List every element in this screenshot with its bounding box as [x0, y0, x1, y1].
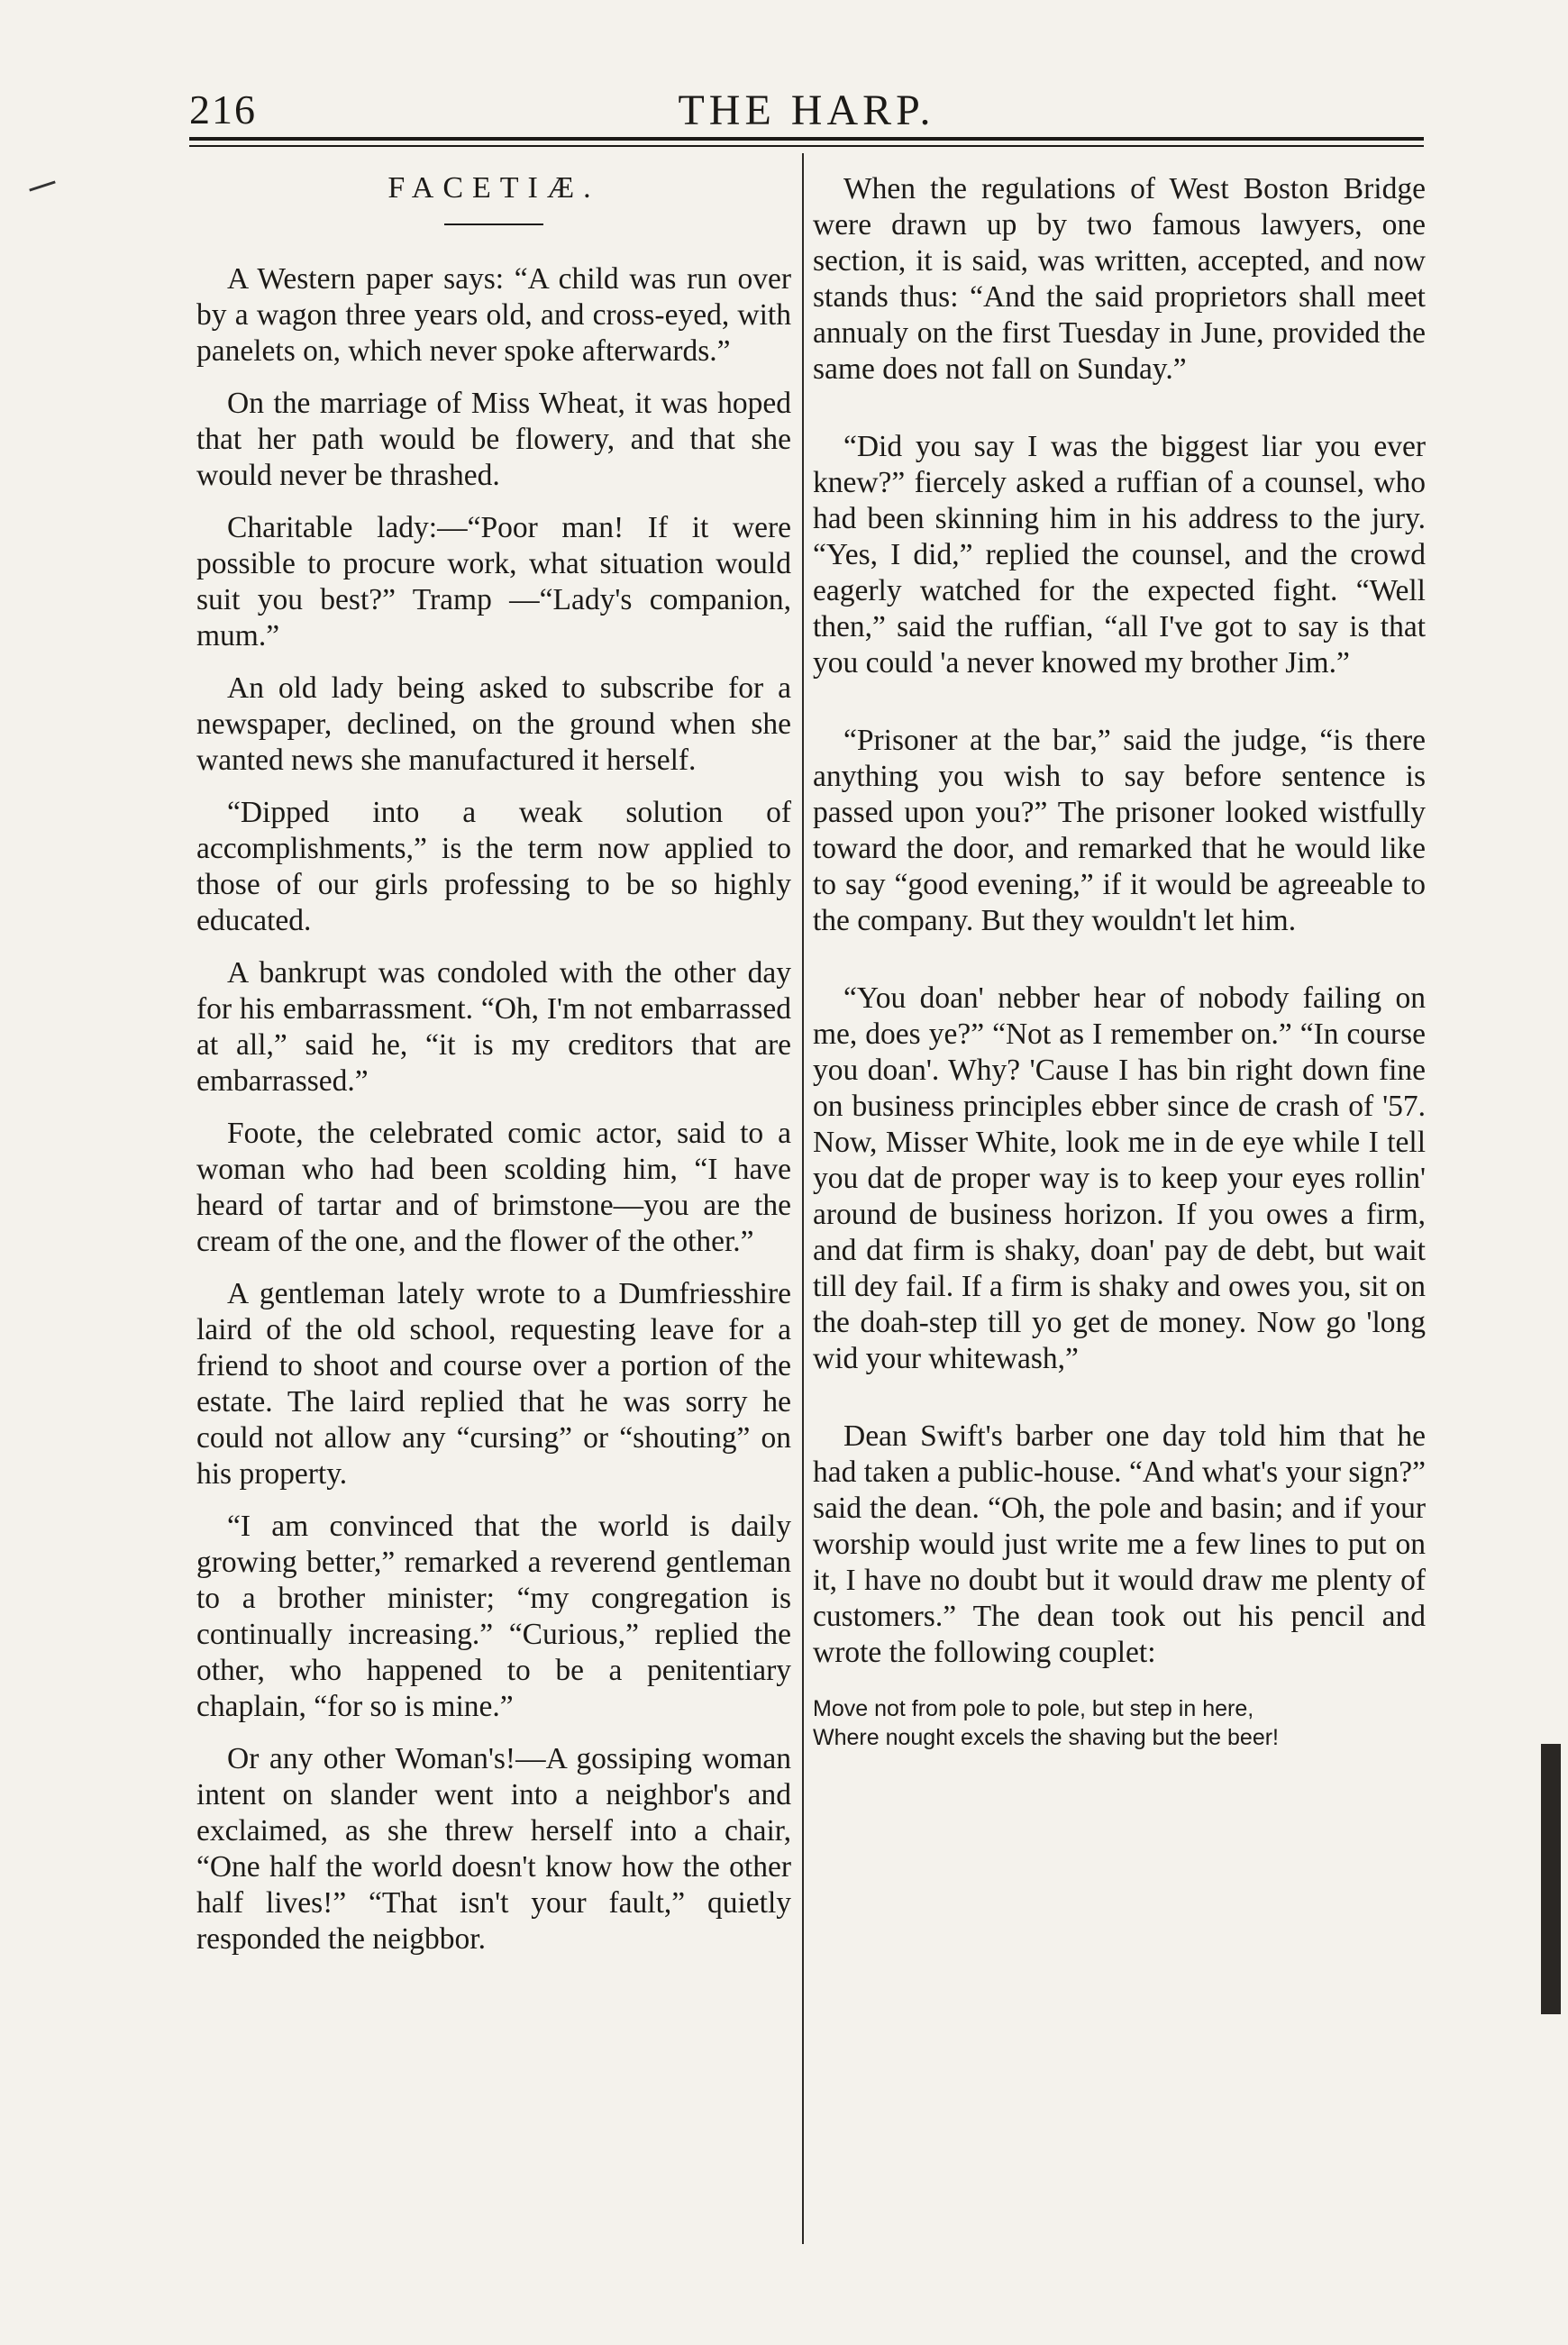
paragraph-bankrupt: A bankrupt was condoled with the other day for his embarrassment. “Oh, I'm not embarrassed at all,” said he, “it is my creditors that are embarrassed.”	[196, 956, 791, 1098]
header-rule-thin	[189, 145, 1424, 147]
couplet-line: Move not from pole to pole, but step in here,	[813, 1696, 1254, 1721]
right-column	[813, 171, 1426, 1752]
couplet-line: Where nought excels the shaving but the beer!	[813, 1725, 1279, 1750]
paragraph-prisoner: “Prisoner at the bar,” said the judge, “is there anything you wish to say before sentence is passed upon you?” The prisoner looked wistfully toward the door, and remarked that he would like to say “good evening,” if it would be agreeable to the company. But they wouldn't let him.	[813, 724, 1426, 937]
paragraph-foote: Foote, the celebrated comic actor, said to a woman who had been scolding him, “I have heard of tartar and of brimstone—you are the cream of the one, and the flower of the other.”	[196, 1117, 791, 1258]
left-column	[196, 171, 791, 1974]
section-heading: FACETIÆ.	[387, 171, 600, 205]
heading-rule	[444, 224, 543, 225]
paragraph-gossiping-woman: Or any other Woman's!—A gossiping woman intent on slander went into a neighbor's and exclaimed, as she threw herself into a chair, “One half the world doesn't know how the other half lives!” “That isn't your fault,” quietly responded the neigbbor.	[196, 1742, 791, 1956]
paragraph-miss-wheat: On the marriage of Miss Wheat, it was hoped that her path would be flowery, and that she would never be thrashed.	[196, 387, 791, 492]
running-title: THE HARP.	[678, 87, 935, 134]
paragraph-boston-bridge: When the regulations of West Boston Bridge were drawn up by two famous lawyers, one section, it is said, was written, accepted, and now stands thus: “And the said proprietors shall meet annualy on the first Tuesday in June, provided the same does not fall on Sunday.”	[813, 172, 1426, 386]
page-number: 216	[189, 87, 257, 132]
paragraph-weak-solution: “Dipped into a weak solution of accomplishments,” is the term now applied to those of our girls professing to be so highly educated.	[196, 796, 791, 937]
paragraph-old-lady: An old lady being asked to subscribe for a newspaper, declined, on the ground when she wanted news she manufactured it herself.	[196, 671, 791, 777]
page-edge-mark	[1541, 1744, 1561, 2014]
paragraph-western-paper: A Western paper says: “A child was run over by a wagon three years old, and cross-eyed, with panelets on, which never spoke afterwards.”	[196, 262, 791, 368]
paragraph-dumfriesshire-laird: A gentleman lately wrote to a Dumfriesshire laird of the old school, requesting leave for a friend to shoot and course over a portion of the estate. The laird replied that he was sorry he could not allow any “cursing” or “shouting” on his property.	[196, 1277, 791, 1491]
paragraph-biggest-liar: “Did you say I was the biggest liar you ever knew?” fiercely asked a ruffian of a counsel, who had been skinning him in his address to the jury. “Yes, I did,” replied the counsel, and the crowd eagerly watched for the expected fight. “Well then,” said the ruffian, “all I've got to say is that you could 'a never knowed my brother Jim.”	[813, 430, 1426, 680]
paragraph-dean-swift: Dean Swift's barber one day told him that he had taken a public-house. “And what's your sign?” said the dean. “Oh, the pole and basin; and if your worship would just write me a few lines to put on it, I have no doubt but it would draw me plenty of customers.” The dean took out his pencil and wrote the following couplet:	[813, 1419, 1426, 1669]
paragraph-charitable-lady: Charitable lady:—“Poor man! If it were possible to procure work, what situation would suit you best?” Tramp —“Lady's companion, mum.”	[196, 511, 791, 652]
header-rule-thick	[189, 137, 1424, 141]
margin-mark	[29, 180, 55, 191]
paragraph-congregation: “I am convinced that the world is daily growing better,” remarked a reverend gentleman to a brother minister; “my congregation is continually increasing.” “Curious,” replied the other, who happened to be a penitentiary chaplain, “for so is mine.”	[196, 1510, 791, 1723]
couplet	[813, 1694, 1426, 1752]
column-divider	[802, 153, 804, 2244]
paragraph-business-principles: “You doan' nebber hear of nobody failing on me, does ye?” “Not as I remember on.” “In course you doan'. Why? 'Cause I has bin right down fine on business principles ebber since de crash of '57. Now, Misser White, look me in de eye while I tell you dat de proper way is to keep your eyes rollin' around de business horizon. If you owes a firm, and dat firm is shaky, doan' pay de debt, but wait till dey fail. If a firm is shaky and owes you, sit on the doah-step till yo get de money. Now go 'long wid your whitewash,”	[813, 981, 1426, 1375]
